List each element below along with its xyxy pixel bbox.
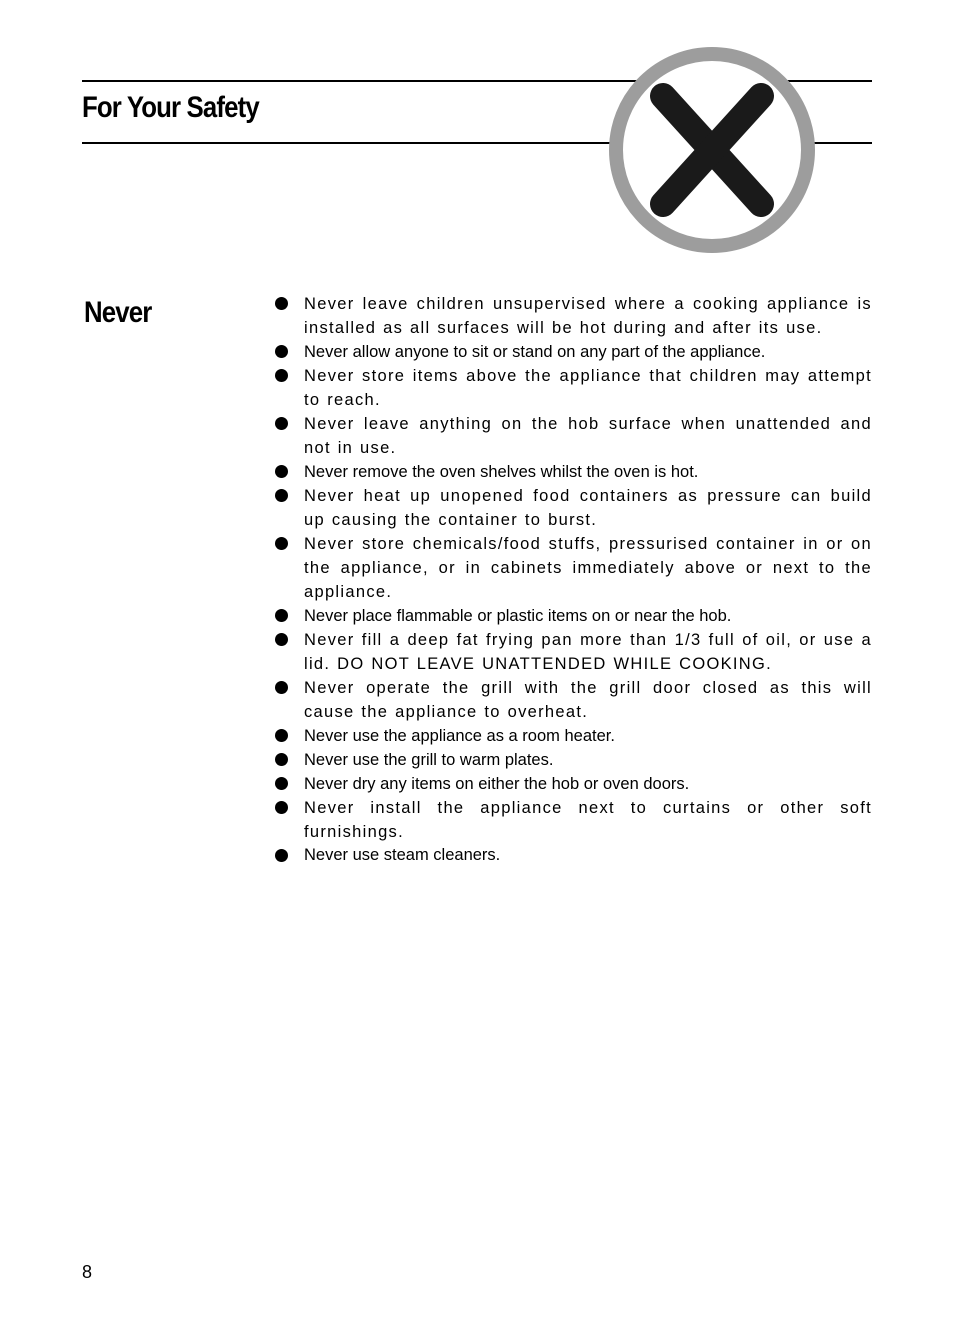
list-item-text: Never store items above the appliance that children may attempt to reach. bbox=[304, 367, 872, 409]
bullet-icon bbox=[275, 729, 288, 742]
bullet-icon bbox=[275, 369, 288, 382]
bullet-icon bbox=[275, 609, 288, 622]
list-item bbox=[274, 772, 872, 796]
list-item bbox=[274, 796, 872, 844]
list-item-text: Never store chemicals/food stuffs, pressurised container in or on the appliance, or in cabinets immediately above or next to the appliance. bbox=[304, 535, 872, 601]
bullet-icon bbox=[275, 753, 288, 766]
bullet-icon bbox=[275, 801, 288, 814]
prohibited-x-icon bbox=[603, 44, 821, 256]
list-item-text: Never operate the grill with the grill door closed as this will cause the appliance to overheat. bbox=[304, 679, 872, 721]
never-list bbox=[274, 292, 872, 866]
bullet-icon bbox=[275, 681, 288, 694]
bullet-icon bbox=[275, 537, 288, 550]
list-item bbox=[274, 532, 872, 604]
list-item-text: Never leave anything on the hob surface when unattended and not in use. bbox=[304, 415, 872, 457]
list-item-text: Never remove the oven shelves whilst the oven is hot. bbox=[304, 463, 699, 481]
list-item bbox=[274, 724, 872, 748]
list-item-text: Never install the appliance next to curtains or other soft furnishings. bbox=[304, 799, 872, 841]
list-item-text: Never dry any items on either the hob or oven doors. bbox=[304, 775, 690, 793]
page-title: For Your Safety bbox=[82, 91, 259, 124]
bullet-icon bbox=[275, 297, 288, 310]
bullet-icon bbox=[275, 777, 288, 790]
bullet-icon bbox=[275, 417, 288, 430]
page-number: 8 bbox=[82, 1262, 93, 1282]
bullet-icon bbox=[275, 849, 288, 862]
bullet-icon bbox=[275, 465, 288, 478]
list-item bbox=[274, 748, 872, 772]
list-item-text: Never fill a deep fat frying pan more than 1/3 full of oil, or use a lid. DO NOT LEAVE UNATTENDED WHILE COOKING. bbox=[304, 631, 872, 673]
list-item-text: Never heat up unopened food containers as pressure can build up causing the container to burst. bbox=[304, 487, 872, 529]
list-item-text: Never use the appliance as a room heater. bbox=[304, 727, 615, 745]
bullet-icon bbox=[275, 345, 288, 358]
list-item bbox=[274, 604, 872, 628]
list-item bbox=[274, 844, 872, 866]
list-item bbox=[274, 292, 872, 340]
list-item-text: Never use steam cleaners. bbox=[304, 846, 501, 864]
list-item-text: Never use the grill to warm plates. bbox=[304, 751, 554, 769]
list-item bbox=[274, 484, 872, 532]
list-item bbox=[274, 364, 872, 412]
list-item bbox=[274, 676, 872, 724]
list-item bbox=[274, 412, 872, 460]
list-item bbox=[274, 340, 872, 364]
list-item-text: Never allow anyone to sit or stand on any part of the appliance. bbox=[304, 343, 766, 361]
section-label-never: Never bbox=[84, 296, 152, 329]
list-item bbox=[274, 628, 872, 676]
bullet-icon bbox=[275, 633, 288, 646]
list-item-text: Never leave children unsupervised where a cooking appliance is installed as all surfaces will be hot during and after its use. bbox=[304, 295, 872, 337]
bullet-icon bbox=[275, 489, 288, 502]
list-item-text: Never place flammable or plastic items on or near the hob. bbox=[304, 607, 732, 625]
list-item bbox=[274, 460, 872, 484]
